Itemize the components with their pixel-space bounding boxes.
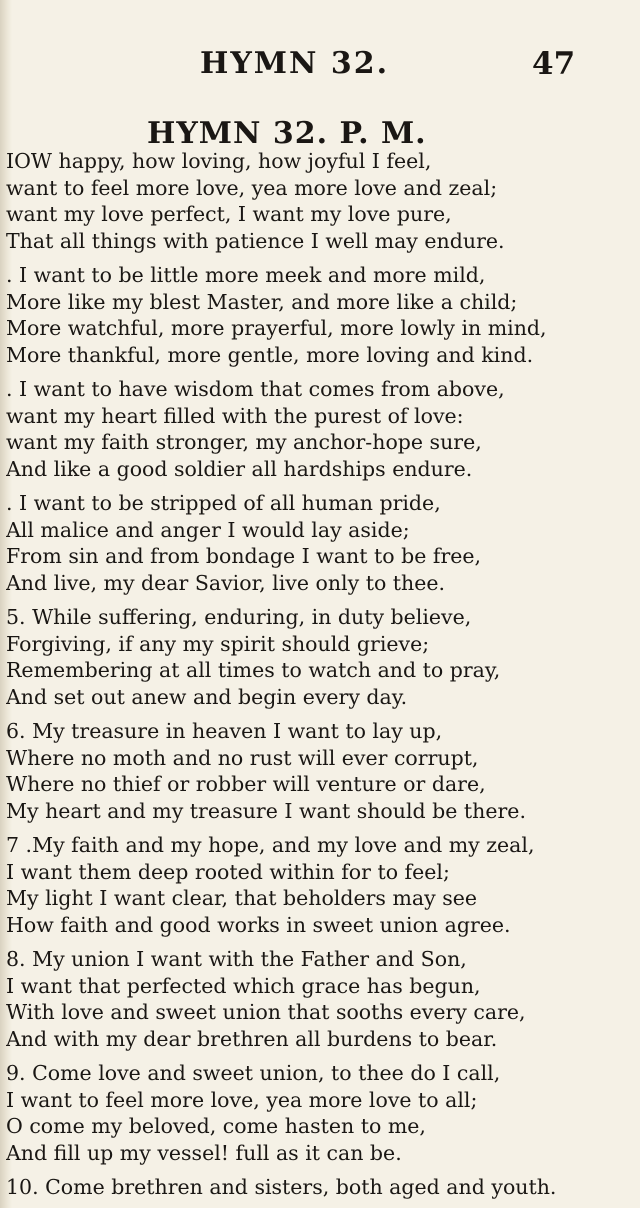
verse-line: More watchful, more prayerful, more lowly in mind,	[6, 316, 547, 340]
verse-line: How faith and good works in sweet union agree.	[6, 912, 511, 937]
verse-line: want my faith stronger, my anchor-hope sure,	[6, 430, 482, 454]
verse-line: More thankful, more gentle, more loving and kind.	[6, 342, 534, 367]
verse-line: want my love perfect, I want my love pure,	[6, 202, 452, 226]
verse-line: My heart and my treasure I want should be there.	[6, 798, 526, 823]
stanza	[6, 946, 636, 1052]
verse-line: And with my dear brethren all burdens to bear.	[6, 1026, 498, 1051]
verse-line: And live, my dear Savior, live only to thee.	[6, 570, 446, 595]
stanza	[6, 832, 636, 938]
stanza	[6, 718, 636, 824]
stanza	[6, 376, 636, 482]
verse-line: And set out anew and begin every day.	[6, 684, 408, 709]
verse-line: Remembering at all times to watch and to pray,	[6, 658, 501, 682]
verse-line: I want that perfected which grace has begun,	[6, 973, 481, 998]
verse-line: More like my blest Master, and more like a child;	[6, 289, 518, 314]
verse-line: I want them deep rooted within for to feel;	[6, 859, 450, 884]
verse-line: 6. My treasure in heaven I want to lay up,	[6, 719, 443, 743]
verse-line: That all things with patience I well may endure.	[6, 228, 505, 253]
verse-line: My light I want clear, that beholders may see	[6, 886, 477, 910]
verse-line: Forgiving, if any my spirit should grieve;	[6, 631, 430, 656]
stanza	[6, 1174, 636, 1201]
page-number: 47	[532, 46, 576, 82]
hymn-heading: HYMN 32. P. M.	[147, 116, 427, 151]
verse-line: I want to feel more love, yea more love to all;	[6, 1087, 478, 1112]
stanza	[6, 604, 636, 710]
verse-line: 10. Come brethren and sisters, both aged and youth.	[6, 1175, 557, 1199]
verse-line: . I want to be stripped of all human pride,	[6, 491, 441, 515]
hymn-verses	[6, 148, 636, 1201]
verse-line: . I want to be little more meek and more mild,	[6, 263, 486, 287]
verse-line: With love and sweet union that sooths every care,	[6, 1000, 526, 1024]
verse-line: And fill up my vessel! full as it can be.	[6, 1140, 402, 1165]
verse-line: And like a good soldier all hardships endure.	[6, 456, 473, 481]
verse-line: O come my beloved, come hasten to me,	[6, 1114, 426, 1138]
verse-line: . I want to have wisdom that comes from above,	[6, 377, 505, 401]
verse-line: want to feel more love, yea more love and zeal;	[6, 175, 498, 200]
running-head	[0, 46, 640, 86]
running-head-title: HYMN 32.	[200, 46, 390, 81]
verse-line: 7 .My faith and my hope, and my love and my zeal,	[6, 833, 535, 857]
verse-line: 8. My union I want with the Father and Son,	[6, 947, 467, 971]
verse-line: want my heart filled with the purest of love:	[6, 403, 464, 428]
verse-line: IOW happy, how loving, how joyful I feel,	[6, 149, 432, 173]
verse-line: Where no thief or robber will venture or dare,	[6, 772, 486, 796]
stanza	[6, 490, 636, 596]
verse-line: From sin and from bondage I want to be free,	[6, 544, 482, 568]
verse-line: All malice and anger I would lay aside;	[6, 517, 410, 542]
verse-line: 5. While suffering, enduring, in duty believe,	[6, 605, 472, 629]
verse-line: 9. Come love and sweet union, to thee do I call,	[6, 1061, 501, 1085]
stanza	[6, 262, 636, 368]
verse-line: Where no moth and no rust will ever corrupt,	[6, 745, 479, 770]
stanza	[6, 1060, 636, 1166]
stanza	[6, 148, 636, 254]
